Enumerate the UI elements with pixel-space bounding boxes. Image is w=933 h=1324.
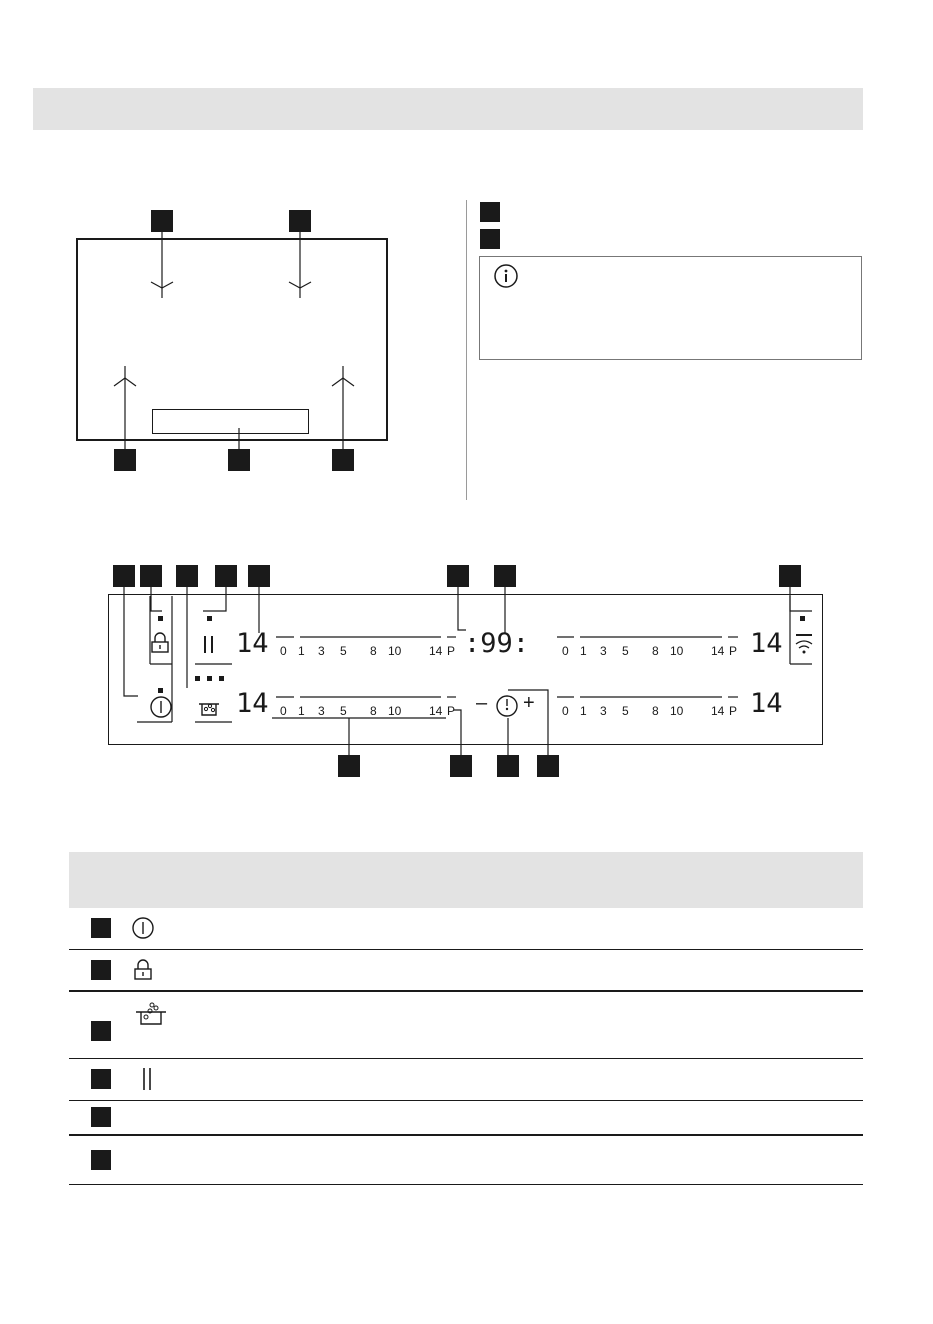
scale-label: 3 [600, 704, 607, 718]
scale-label: 10 [388, 644, 402, 658]
scale-label: 0 [562, 644, 569, 658]
scale-label: 0 [280, 644, 287, 658]
slider-front-right[interactable] [562, 704, 738, 720]
table-row [69, 908, 863, 949]
scale-label: 14 [711, 644, 725, 658]
scale-label: 1 [298, 644, 305, 658]
slider-front-left[interactable] [280, 704, 456, 720]
row-number-badge [91, 918, 111, 938]
timer-icon[interactable] [494, 693, 520, 719]
scale-label: 10 [388, 704, 402, 718]
scale-label: 3 [318, 704, 325, 718]
table-row [69, 991, 863, 1058]
row-number-badge [91, 1107, 111, 1127]
row-number-badge [91, 1069, 111, 1089]
scale-label: P [729, 704, 738, 718]
boil-icon[interactable] [196, 696, 222, 718]
scale-label: 0 [280, 704, 287, 718]
scale-label: 3 [600, 644, 607, 658]
table-row [69, 1100, 863, 1135]
scale-label: 10 [670, 644, 684, 658]
scale-label: 5 [622, 704, 629, 718]
scale-label: 8 [652, 704, 659, 718]
scale-label: P [447, 704, 456, 718]
timer-display: :99: [464, 628, 530, 659]
lock-icon [132, 959, 154, 981]
zone-display-rear-right: 14 [750, 628, 783, 659]
slider-rear-left[interactable] [280, 644, 456, 660]
pause-icon[interactable] [199, 634, 219, 656]
scale-label: 1 [298, 704, 305, 718]
table-header-function [133, 852, 231, 908]
scale-label: 1 [580, 704, 587, 718]
boil-icon [133, 1000, 169, 1026]
row-number-badge [91, 1021, 111, 1041]
scale-label: 10 [670, 704, 684, 718]
scale-label: 1 [580, 644, 587, 658]
scale-label: 8 [370, 704, 377, 718]
scale-label: 0 [562, 704, 569, 718]
scale-label: P [729, 644, 738, 658]
power-icon[interactable] [148, 694, 174, 720]
scale-label: 5 [340, 644, 347, 658]
lock-icon[interactable] [149, 632, 171, 654]
timer-minus-button[interactable]: – [476, 692, 488, 714]
power-icon [130, 915, 156, 941]
scale-label: 14 [429, 704, 443, 718]
zone-display-front-left: 14 [236, 688, 269, 719]
timer-plus-button[interactable]: + [523, 692, 535, 714]
row-number-badge [91, 1150, 111, 1170]
table-header-number [69, 852, 133, 908]
slider-rear-right[interactable] [562, 644, 738, 660]
table-header-comment [231, 852, 863, 908]
pause-icon [138, 1067, 158, 1091]
scale-label: 5 [340, 704, 347, 718]
table-row [69, 1135, 863, 1184]
row-number-badge [91, 960, 111, 980]
table-row [69, 949, 863, 991]
scale-label: 3 [318, 644, 325, 658]
zone-display-front-right: 14 [750, 688, 783, 719]
scale-label: 14 [429, 644, 443, 658]
scale-label: P [447, 644, 456, 658]
hob-hood-icon[interactable] [792, 632, 816, 656]
scale-label: 5 [622, 644, 629, 658]
scale-label: 8 [370, 644, 377, 658]
functions-table [69, 852, 863, 1185]
zone-display-rear-left: 14 [236, 628, 269, 659]
scale-label: 8 [652, 644, 659, 658]
table-row [69, 1058, 863, 1100]
scale-label: 14 [711, 704, 725, 718]
